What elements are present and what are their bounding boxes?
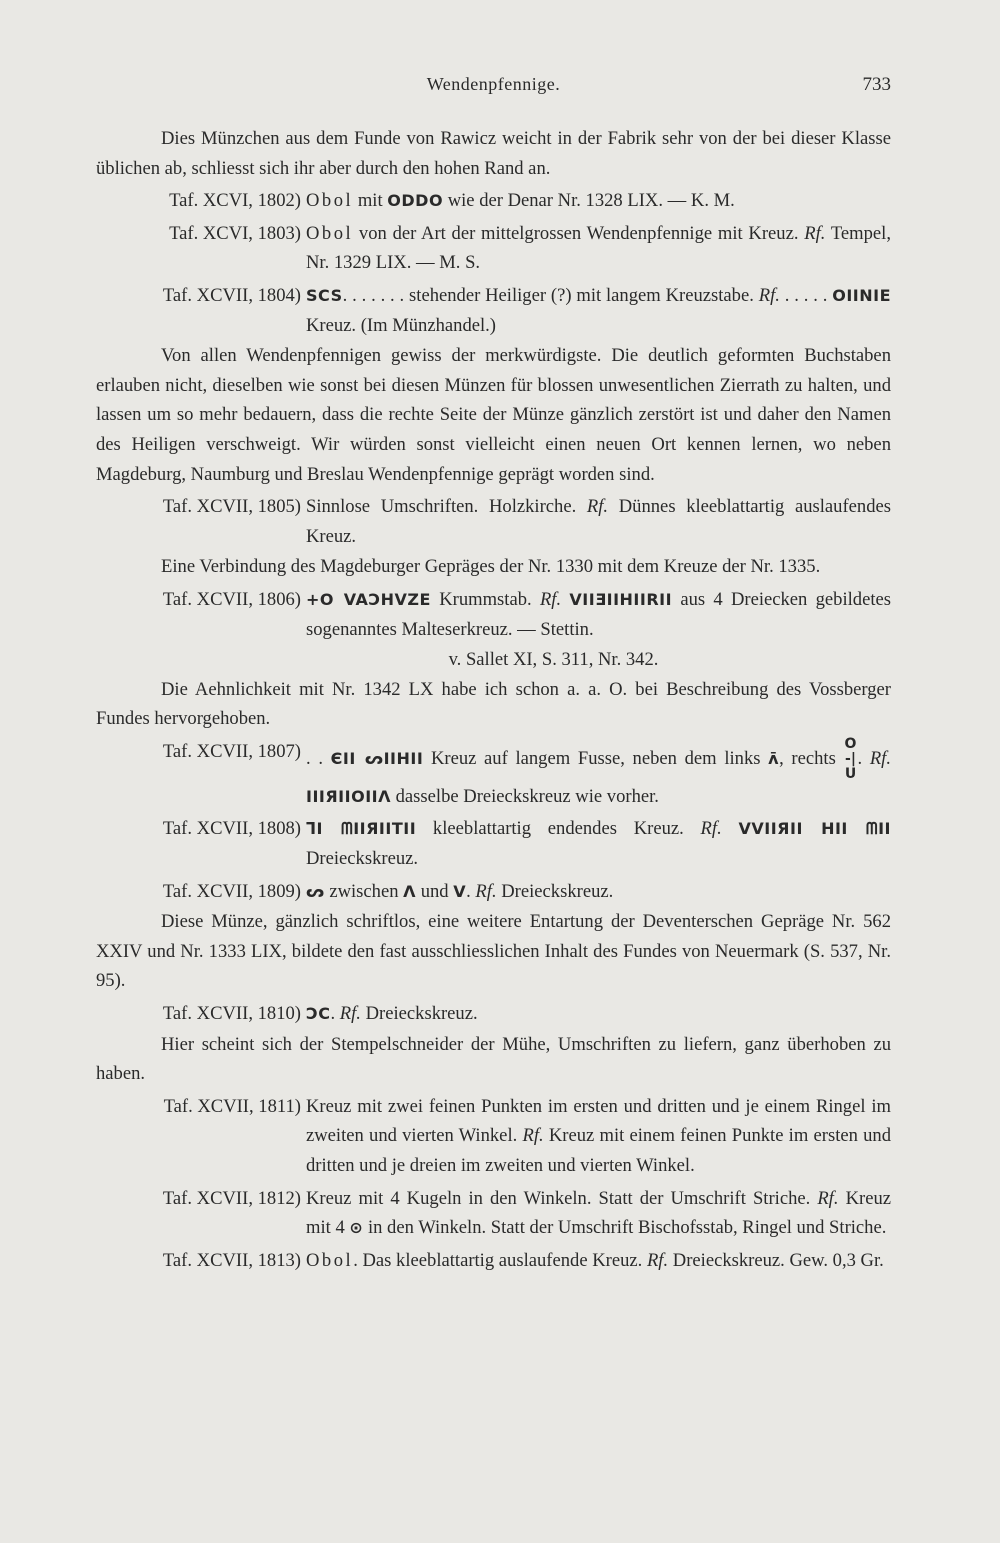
catalog-entry-1802: [96, 186, 891, 216]
catalog-entry-1813: [96, 1246, 891, 1276]
plate-reference: Taf. XCVII, 1805): [162, 496, 301, 518]
entry-description: ᔕ zwischen Λ und V. Rf. Dreieckskreuz.: [306, 880, 614, 902]
entry-description: Kreuz mit zwei feinen Punkten im ersten und dritten und je einem Ringel im zweiten und vierten Winkel. Rf. Kreuz mit einem feinen Punkte im ersten und dritten und je dreien im zweiten und vierten Winkel.: [306, 1095, 892, 1176]
running-header: [96, 74, 891, 104]
paragraph: Dies Münzchen aus dem Funde von Rawicz weicht in der Fabrik sehr von der bei dieser Klasse üblichen ab, schliesst sich ihr aber durch den hohen Rand an.: [96, 128, 891, 179]
paragraph: Eine Verbindung des Magdeburger Gepräges der Nr. 1330 mit dem Kreuze der Nr. 1335.: [161, 556, 821, 578]
catalog-entry-1808: [96, 814, 891, 873]
lambda-symbol: Λ: [403, 881, 417, 901]
plate-reference: Taf. XCVII, 1813): [162, 1249, 301, 1271]
reverse-abbrev: Rf.: [869, 747, 892, 769]
entry-description: Obol von der Art der mittelgrossen Wendenpfennige mit Kreuz. Rf. Tempel, Nr. 1329 LIX. — M. S.: [306, 222, 892, 274]
entry-description: . . ЄII ᔕIIHII Kreuz auf langem Fusse, neben dem links ʌ̄, rechts O -| U . Rf. IIIЯIIOIIΛ dasselbe Dreieckskreuz wie vorher.: [306, 735, 892, 807]
reverse-abbrev: Rf.: [339, 1003, 361, 1025]
entry-description: ᒣI ᗰIIЯIITII kleeblattartig endendes Kreuz. Rf. VVIIЯII HII ᗰII Dreieckskreuz.: [306, 818, 892, 870]
page-number: 733: [862, 74, 891, 95]
entry-description: SCS. . . . . . . stehender Heiliger (?) mit langem Kreuzstabe. Rf. . . . . . OIINIE Kreuz. (Im Münzhandel.): [306, 284, 891, 336]
plate-reference: Taf. XCVII, 1809): [162, 880, 301, 902]
reverse-abbrev: Rf.: [700, 818, 722, 840]
coin-legend: ᒣI ᗰIIЯIITII: [306, 819, 417, 839]
ring-dot-symbol: ⊙: [349, 1218, 364, 1238]
s-symbol: ᔕ: [306, 881, 325, 901]
entry-description: Sinnlose Umschriften. Holzkirche. Rf. Dünnes kleeblattartig auslaufendes Kreuz.: [306, 496, 891, 547]
coin-legend: +O VAƆHVZE: [306, 589, 431, 609]
plate-reference: Taf. XCVII, 1804): [162, 284, 301, 306]
running-title: Wendenpfennige.: [426, 74, 561, 94]
coin-legend: ODDO: [387, 191, 444, 211]
catalog-entry-1809: [96, 877, 891, 907]
catalog-entry-1806: [96, 585, 891, 644]
reverse-abbrev: Rf.: [646, 1249, 669, 1271]
coin-legend: VIIƎIIHIIRII: [569, 589, 673, 609]
reverse-abbrev: Rf.: [817, 1187, 839, 1209]
stacked-symbol: O -| U: [844, 735, 857, 782]
plate-reference: Taf. XCVI, 1802): [169, 190, 301, 212]
book-page: [96, 0, 891, 1543]
plate-reference: Taf. XCVII, 1812): [162, 1187, 301, 1209]
catalog-entry-1810: [96, 999, 891, 1029]
reverse-abbrev: Rf.: [475, 880, 497, 902]
catalog-entry-1812: [96, 1184, 891, 1243]
plate-reference: Taf. XCVII, 1811): [163, 1095, 301, 1117]
coin-legend: ƆC: [306, 1004, 331, 1024]
entry-description: Obol mit ODDO wie der Denar Nr. 1328 LIX. — K. M.: [306, 190, 735, 212]
plate-reference: Taf. XCVII, 1808): [162, 818, 301, 840]
reverse-abbrev: Rf.: [804, 222, 826, 244]
plate-reference: Taf. XCVI, 1803): [169, 222, 301, 244]
page-body: [96, 124, 891, 1276]
coin-legend: ЄII ᔕIIHII: [330, 748, 424, 768]
entry-description: Kreuz mit 4 Kugeln in den Winkeln. Statt der Umschrift Striche. Rf. Kreuz mit 4 ⊙ in den Winkeln. Statt der Umschrift Bischofsstab, Ringel und Striche.: [306, 1187, 891, 1239]
coin-legend: IIIЯIIOIIΛ: [306, 786, 391, 806]
catalog-entry-1811: [96, 1092, 891, 1181]
paragraph: Die Aehnlichkeit mit Nr. 1342 LX habe ich schon a. a. O. bei Beschreibung des Vossberger Fundes hervorgehoben.: [96, 678, 891, 730]
lambda-symbol: ʌ̄: [768, 748, 780, 768]
obol-term: Obol: [306, 1249, 354, 1271]
catalog-entry-1803: [96, 219, 891, 278]
catalog-entry-1805: [96, 492, 891, 551]
reverse-abbrev: Rf.: [758, 284, 780, 306]
catalog-entry-1804: [96, 281, 891, 340]
coin-legend: VVIIЯII HII ᗰII: [738, 819, 892, 839]
obol-term: Obol: [306, 222, 354, 244]
entry-description: ƆC. Rf. Dreieckskreuz.: [306, 1003, 478, 1025]
reverse-abbrev: Rf.: [539, 588, 562, 610]
coin-legend: SCS: [306, 285, 343, 305]
reverse-abbrev: Rf.: [586, 496, 609, 518]
catalog-entry-1807: [96, 737, 891, 812]
reverse-abbrev: Rf.: [522, 1125, 544, 1147]
paragraph: Von allen Wendenpfennigen gewiss der merkwürdigste. Die deutlich geformten Buchstaben erlauben nicht, dieselben wie sonst bei diesen Münzen für blossen unwesentlichen Zierrath zu halten, und lassen um so mehr bedauern, dass die rechte Seite der Münze gänzlich zerstört ist und daher den Namen des Heiligen verschweigt. Wir würden sonst vielleicht einen neuen Ort kennen lernen, wo neben Magdeburg, Naumburg und Breslau Wendenpfennige geprägt worden sind.: [96, 345, 891, 485]
entry-description: Obol. Das kleeblattartig auslaufende Kreuz. Rf. Dreieckskreuz. Gew. 0,3 Gr.: [306, 1249, 884, 1271]
citation: v. Sallet XI, S. 311, Nr. 342.: [448, 649, 659, 671]
paragraph: Diese Münze, gänzlich schriftlos, eine weitere Entartung der Deventerschen Gepräge Nr. 562 XXIV und Nr. 1333 LIX, bildete den fast ausschliesslichen Inhalt des Fundes von Neuermark (S. 537, Nr. 95).: [96, 911, 891, 992]
plate-reference: Taf. XCVII, 1806): [162, 588, 301, 610]
obol-term: Obol: [306, 190, 354, 212]
plate-reference: Taf. XCVII, 1810): [162, 1003, 301, 1025]
coin-legend: OIINIE: [832, 285, 891, 305]
plate-reference: Taf. XCVII, 1807): [162, 740, 301, 762]
entry-description: +O VAƆHVZE Krummstab. Rf. VIIƎIIHIIRII aus 4 Dreiecken gebildetes sogenanntes Malteserkreuz. — Stettin.: [306, 588, 892, 640]
paragraph: Hier scheint sich der Stempelschneider der Mühe, Umschriften zu liefern, ganz überhoben zu haben.: [96, 1033, 891, 1085]
v-symbol: V: [453, 881, 467, 901]
